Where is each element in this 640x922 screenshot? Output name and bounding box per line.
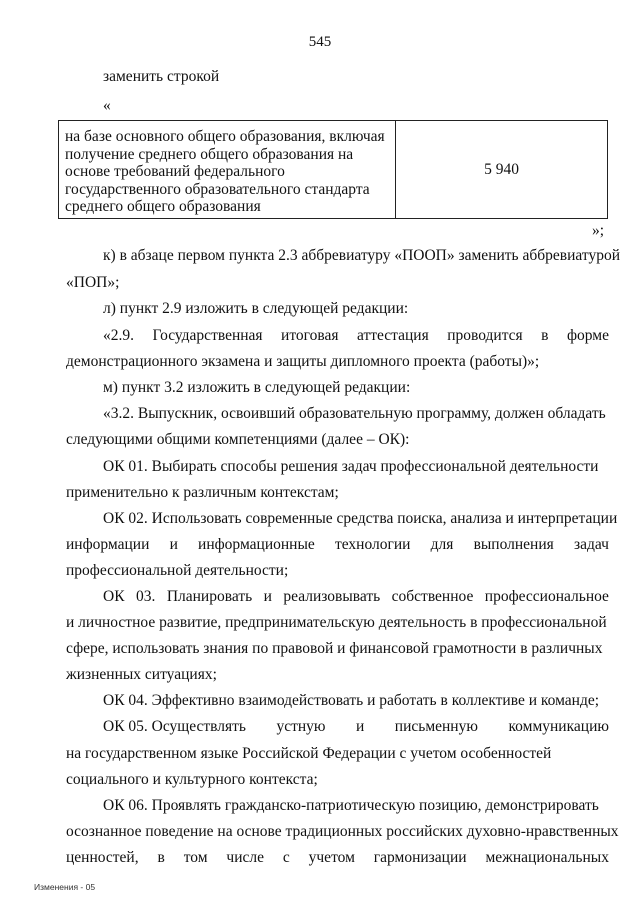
word: межнациональных (485, 849, 609, 866)
ok03-line: жизненных ситуациях; (66, 666, 217, 683)
paragraph-m-line: м) пункт 3.2 изложить в следующей редакции: (103, 379, 411, 396)
word: Планировать (166, 588, 253, 605)
replacement-table (58, 120, 608, 219)
table-text-line: основе требований федерального (65, 163, 285, 181)
paragraph-k-line: «ПОП»; (66, 274, 120, 291)
word: гармонизации (373, 849, 467, 866)
paragraph-k-line: к) в абзаце первом пункта 2.3 аббревиатуру «ПООП» заменить аббревиатурой (103, 247, 620, 264)
word: ценностей, (66, 849, 139, 866)
word: коммуникацию (508, 718, 609, 735)
ok01-line: ОК 01. Выбирать способы решения задач профессиональной деятельности (103, 458, 599, 475)
paragraph-32-line: «3.2. Выпускник, освоивший образовательную программу, должен обладать (103, 405, 606, 422)
word: в (541, 327, 549, 344)
word: итоговая (281, 327, 339, 344)
ok05-line: социального и культурного контекста; (66, 771, 318, 788)
ok02-line: ОК 02. Использовать современные средства поиска, анализа и интерпретации (103, 510, 618, 527)
word: учетом (308, 849, 355, 866)
word: форме (566, 327, 609, 344)
word: «2.9. (103, 327, 134, 344)
paragraph-29-justified-line (103, 326, 609, 346)
replace-intro: заменить строкой (103, 68, 220, 85)
ok06-line: ОК 06. Проявлять гражданско-патриотическую позицию, демонстрировать (103, 797, 599, 814)
ok02-line: профессиональной деятельности; (66, 562, 289, 579)
ok04-line: ОК 04. Эффективно взаимодействовать и работать в коллективе и команде; (103, 692, 600, 709)
word: ОК 05. Осуществлять (103, 718, 246, 735)
word: для (430, 536, 454, 553)
ok03-line: и личностное развитие, предпринимательскую деятельность в профессиональной (66, 614, 607, 631)
word: том (183, 849, 208, 866)
word: и (263, 588, 272, 605)
word: технологии (334, 536, 411, 553)
word: числе (226, 849, 264, 866)
table-text-line: среднего общего образования (65, 198, 261, 216)
table-text-line: государственного образовательного стандарта (65, 180, 370, 198)
word: задач (573, 536, 609, 553)
ok05-line: на государственном языке Российской Федерации с учетом особенностей (66, 745, 552, 762)
word: выполнения (473, 536, 554, 553)
ok06-justified-line (66, 848, 609, 868)
table-text-cell (59, 121, 396, 218)
word: ОК (103, 588, 125, 605)
word: и (355, 718, 365, 735)
ok06-line: осознанное поведение на основе традиционных российских духовно-нравственных (66, 823, 619, 840)
footer-note: Изменения - 05 (34, 882, 96, 892)
ok01-line: применительно к различным контекстам; (66, 484, 339, 501)
paragraph-29-line: демонстрационного экзамена и защиты дипломного проекта (работы)»; (66, 353, 540, 370)
word: собственное (391, 588, 474, 605)
word: информационные (198, 536, 315, 553)
word: письменную (394, 718, 478, 735)
table-text-line: на базе основного общего образования, включая (65, 128, 385, 145)
word: профессиональное (484, 588, 609, 605)
word: с (282, 849, 290, 866)
ok03-justified-line (103, 587, 609, 607)
table-text-line: получение среднего общего образования на (65, 145, 354, 163)
word: и (169, 536, 178, 553)
word: проводится (447, 327, 523, 344)
word: устную (276, 718, 326, 735)
ok05-justified-line (103, 717, 609, 737)
ok02-justified-line (66, 535, 609, 555)
word: аттестация (356, 327, 429, 344)
open-quote: « (103, 97, 111, 114)
word: в (157, 849, 165, 866)
word: реализовывать (283, 588, 381, 605)
word: информации (66, 536, 150, 553)
paragraph-32-line: следующими общими компетенциями (далее – ОК): (66, 431, 410, 448)
table-value: 5 940 (484, 160, 519, 178)
page-number: 545 (308, 34, 332, 50)
word: Государственная (152, 327, 263, 344)
word: 03. (136, 588, 156, 605)
table-value-cell (396, 121, 607, 218)
paragraph-l-line: л) пункт 2.9 изложить в следующей редакции: (103, 300, 409, 317)
ok03-line: сфере, использовать знания по правовой и финансовой грамотности в различных (66, 640, 603, 657)
close-quote: »; (592, 222, 605, 239)
